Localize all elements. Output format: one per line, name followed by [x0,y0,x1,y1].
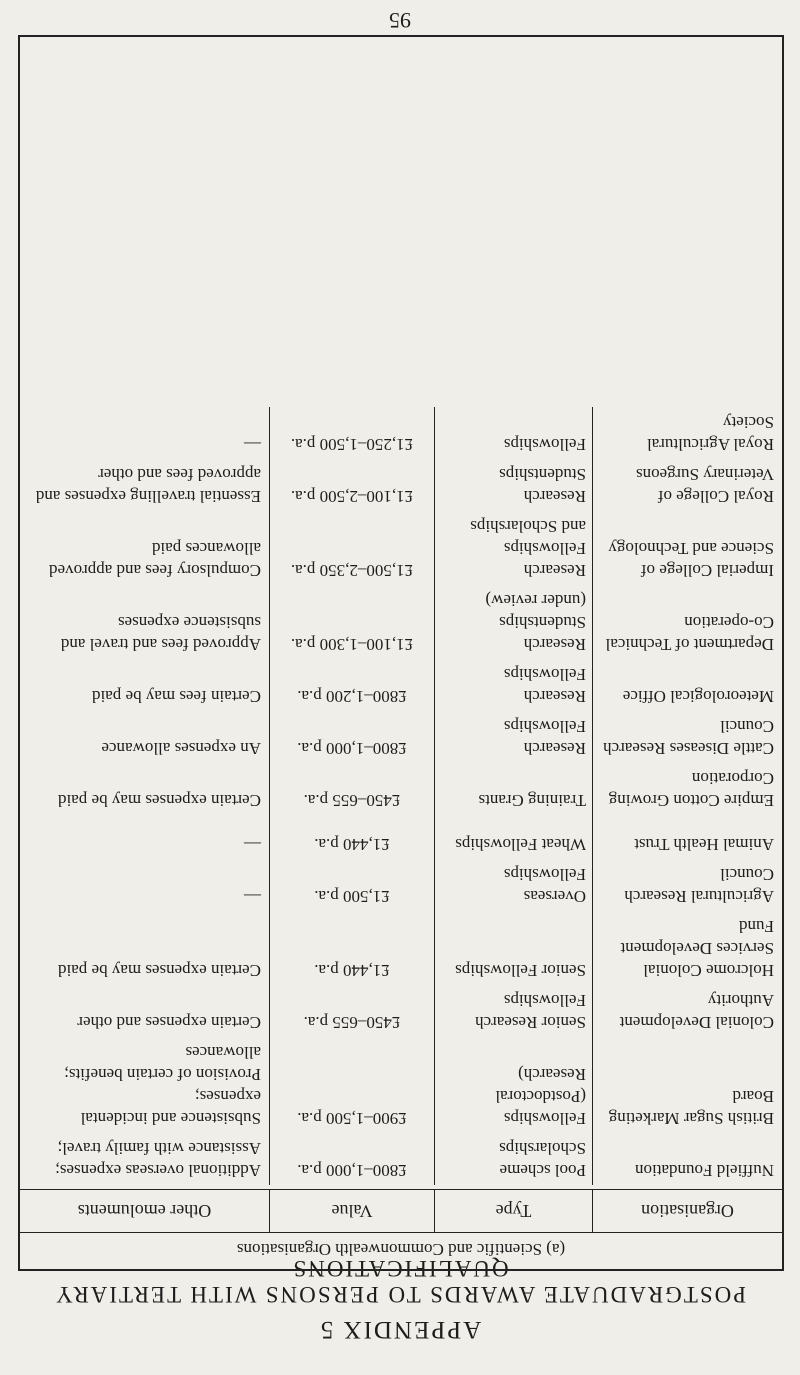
cell-other: — [244,887,261,906]
cell-value: £1,500 p.a. [269,859,434,911]
cell-other: Subsistence and incidental expenses; Provision of certain benefits; allowances [64,1043,261,1128]
cell-organisation: Royal College of Veterinary Surgeons [592,459,782,511]
cell-other: Approved fees and travel and subsistence expenses [60,613,261,654]
table-row [20,859,782,911]
cell-other: — [244,835,261,854]
cell-organisation: Agricultural Research Council [592,859,782,911]
cell-value: £1,500–2,350 p.a. [269,511,434,585]
cell-organisation: Meteorological Office [592,659,782,711]
table-frame [18,35,784,1271]
page-title: POSTGRADUATE AWARDS TO PERSONS WITH TERTIARY QUALIFICATIONS [54,1256,747,1307]
cell-other: An expenses allowance [101,739,261,758]
table-row [20,511,782,585]
table-row [20,659,782,711]
table-row [20,985,782,1037]
cell-value: £450–655 p.a. [269,985,434,1037]
cell-type: Pool scheme Scholarships [434,1133,592,1185]
column-header-value: Value [269,1190,434,1232]
table-row [20,763,782,815]
cell-organisation: Animal Health Trust [592,815,782,859]
cell-organisation: British Sugar Marketing Board [592,1037,782,1133]
cell-type: Training Grants [434,763,592,815]
cell-organisation: Holcrome Colonial Services Development Fund [592,911,782,985]
cell-organisation: Empire Cotton Growing Corporation [592,763,782,815]
table-row [20,585,782,659]
column-header-organisation: Organisation [592,1190,782,1232]
cell-value: £800–1,000 p.a. [269,711,434,763]
cell-type: Research Studentships (under review) [434,585,592,659]
cell-value: £1,100–2,500 p.a. [269,459,434,511]
cell-value: £900–1,500 p.a. [269,1037,434,1133]
cell-value: £800–1,200 p.a. [269,659,434,711]
cell-other: Certain expenses and other [77,1013,261,1032]
cell-type: Fellowships [434,407,592,459]
cell-other: Essential travelling expenses and approved fees and other [35,465,261,506]
cell-type: Overseas Fellowships [434,859,592,911]
cell-type: Fellowships (Postdoctoral Research) [434,1037,592,1133]
cell-type: Senior Fellowships [434,911,592,985]
cell-other: Compulsory fees and approved allowances paid [49,539,261,580]
cell-type: Wheat Fellowships [434,815,592,859]
cell-organisation: Colonial Development Authority [592,985,782,1037]
page-number: 95 [389,8,411,33]
cell-type: Research Fellowships and Scholarships [434,511,592,585]
cell-type: Research Fellowships [434,711,592,763]
cell-type: Senior Research Fellowships [434,985,592,1037]
appendix-heading: APPENDIX 5 [318,1316,482,1343]
cell-organisation: Department of Technical Co-operation [592,585,782,659]
cell-value: £800–1,000 p.a. [269,1133,434,1185]
cell-other: Certain fees may be paid [92,687,261,706]
cell-other: Additional overseas expenses; Assistance with family travel; [55,1139,261,1180]
table-body [20,407,782,1189]
table-row [20,1133,782,1185]
cell-value: £1,100–1,300 p.a. [269,585,434,659]
cell-other: Certain expenses may be paid [58,791,261,810]
cell-other: — [244,435,261,454]
column-header-other: Other emoluments [77,1201,212,1222]
column-header-type: Type [434,1190,592,1232]
cell-other: Certain expenses may be paid [58,961,261,980]
cell-value: £1,250–1,500 p.a. [269,407,434,459]
cell-type: Research Studentships [434,459,592,511]
cell-type: Research Fellowships [434,659,592,711]
table-row [20,1037,782,1133]
cell-value: £1,440 p.a. [269,815,434,859]
cell-organisation: Royal Agricultural Society [592,407,782,459]
cell-organisation: Cattle Diseases Research Council [592,711,782,763]
table-caption: (a) Scientific and Commonwealth Organisations [20,1232,782,1269]
table-row [20,911,782,985]
cell-organisation: Imperial College of Science and Technology [592,511,782,585]
cell-value: £1,440 p.a. [269,911,434,985]
table-row [20,407,782,459]
cell-value: £450–655 p.a. [269,763,434,815]
cell-organisation: Nuffield Foundation [592,1133,782,1185]
table-header-row [20,1189,782,1232]
table-row [20,711,782,763]
table-row [20,815,782,859]
table-row [20,459,782,511]
